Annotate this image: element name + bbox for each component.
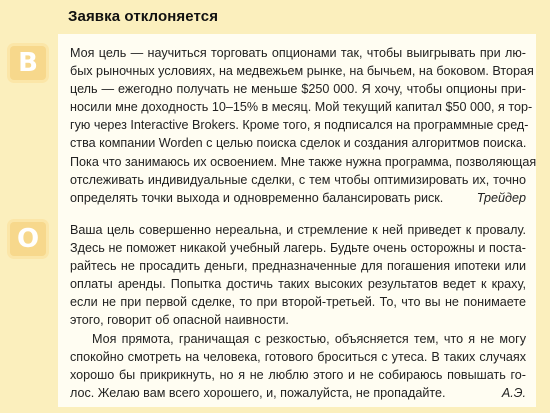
question-last-line	[70, 189, 526, 207]
question-signature: Трейдер	[476, 190, 526, 205]
question-line: определять точки выхода и одновременно балансировать риск.	[70, 190, 444, 205]
answer-line: Моя прямота, граничащая с резкостью, объясняется тем, что я не могу	[92, 332, 526, 346]
question-line: носили мне доходность 10–15% в месяц. Мой текущий капитал $50 000, я тор-	[70, 100, 533, 115]
question-line: Моя цель — научиться торговать опционами так, чтобы выигрывать при лю-	[70, 46, 526, 60]
answer-text-paragraph-2	[70, 330, 526, 402]
question-line: ства компании Worden с целью поиска сделок и создания алгоритмов поиска.	[70, 136, 527, 151]
answer-line: Здесь не поможет никакой учебный лагерь. Будьте очень осторожны и поста-	[70, 241, 526, 256]
answer-badge: О	[10, 222, 46, 256]
page-title: Заявка отклоняется	[68, 8, 219, 25]
answer-signature: А.Э.	[501, 386, 526, 401]
question-badge: В	[10, 46, 46, 80]
answer-text-paragraph-1	[70, 221, 526, 330]
question-line: бых рыночных условиях, на медвежьем рынке, на бычьем, на боковом. Вторая	[70, 64, 534, 79]
answer-line: лос. Желаю вам всего хорошего, и, пожалуйста, не пропадайте.	[70, 386, 446, 401]
answer-line: хорошо бы прикрикнуть, но я не люблю этого и не собираюсь повышать го-	[70, 368, 526, 383]
answer-line: спокойно смотреть на человека, готового броситься с утеса. В таких случаях	[70, 350, 526, 365]
answer-line: оплаты аренды. Попытка достичь таких высоких результатов ведет к краху,	[70, 277, 526, 292]
answer-last-line	[70, 384, 526, 402]
answer-line: райтесь не просадить деньги, предназначенные для погашения ипотеки или	[70, 259, 526, 274]
answer-line: этого, говорит об опасной наивности.	[70, 313, 289, 328]
answer-line: Ваша цель совершенно нереальна, и стремление к ней приведет к провалу.	[70, 223, 526, 237]
question-line: цель — ежегодно получать не меньше $250 000. Я хочу, чтобы опционы при-	[70, 82, 526, 97]
question-line: Пока что занимаюсь их освоением. Мне также нужна программа, позволяющая	[70, 154, 537, 169]
answer-line: если не при первой сделке, то при второй-третьей. То, что вы не понимаете	[70, 295, 526, 310]
question-line: отслеживать индивидуальные сделки, с тем чтобы оптимизировать их, точно	[70, 172, 526, 187]
question-line: гую через Interactive Brokers. Кроме того, я подписался на программные сред-	[70, 118, 529, 133]
question-text	[70, 44, 537, 207]
